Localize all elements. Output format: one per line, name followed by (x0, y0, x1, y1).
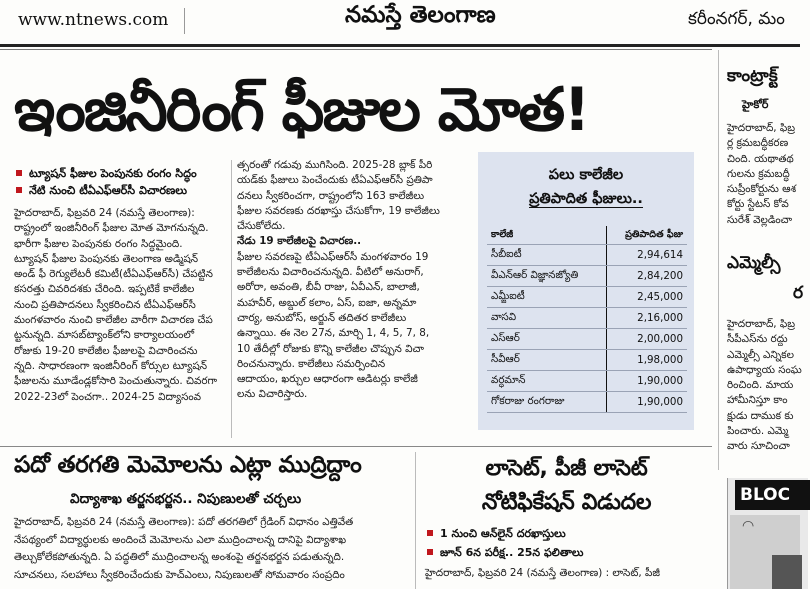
bullet-square-icon (427, 549, 433, 555)
text-line: చార్య, అనుబోస్, అర్జున్ తదితర కాలేజీలు (237, 311, 407, 324)
text-line: మహవీర్, అబ్దుల్ కలాం, ఏస్, ఐజా, అన్నమా (237, 296, 417, 309)
sidebar-story1-headline: కాంట్రాక్ట్ (727, 66, 778, 86)
lead-column-2 (237, 158, 462, 403)
text-line: హైదరాబాద్, ఫిబ్రవరి 24 (నమస్తే తెలంగాణ): (14, 207, 195, 219)
college-cell: వర్ధమాన్ (487, 371, 607, 392)
text-line: అరోరా, అవంతి, బీవీ రాజు, ఏవీఎన్, బాలాజీ, (237, 281, 420, 294)
text-line: ఉన్నాయి. ఈ నెల 27న, మార్చి 1, 4, 5, 7, 8, (237, 327, 430, 340)
sidebar-divider (718, 50, 719, 470)
bullet-text: నేటి నుంచి టీఏఎఫ్‌ఆర్‌సీ విచారణలు (29, 184, 188, 197)
text-line: వారు సూచించా (727, 440, 790, 453)
fee-cell: 1,90,000 (607, 392, 688, 413)
fee-cell: 1,90,000 (607, 371, 688, 392)
table-row (487, 371, 687, 392)
bullet-item (425, 524, 710, 543)
text-line: హైదరాబాద్, ఫిబ్ర (727, 318, 796, 330)
story3-body (425, 566, 710, 581)
text-line: కసరత్తు చివరిదశకు చేరింది. ఇప్పటికే కాలేజీల (14, 283, 195, 296)
table-row (487, 287, 687, 308)
text-line: 2022-23లో పెంచగా.. 2024-25 విద్యాసంవ (14, 390, 202, 403)
text-line: చింది. యథాతథ (727, 152, 794, 165)
table-row (487, 329, 687, 350)
column-subhead: నేడు 19 కాలేజీలపై విచారణ.. (237, 235, 362, 248)
bullet-text: జూన్ 6న పరీక్ష.. 25న ఫలితాలు (440, 546, 584, 559)
header-rule (0, 44, 800, 47)
table-row (487, 350, 687, 371)
story3-headline (424, 452, 709, 520)
masthead: నమస్తే తెలంగాణ (345, 2, 496, 28)
text-line: ఫీజుల సవరణకు దరఖాస్తు చేసుకోగా, 19 కాలేజీలు (237, 204, 440, 217)
column-header: కాలేజీ (487, 226, 607, 245)
college-cell: వీఎన్‌ఆర్ విజ్ఞానజ్యోతి (487, 266, 607, 287)
text-line: సురేశ్ వెల్లడించా (727, 213, 793, 226)
text-line: హైదరాబాద్, ఫిబ్రవరి 24 (నమస్తే తెలంగాణ) : లాసెట్, పీజీ (425, 567, 660, 579)
text-line: హైదరాబాద్, ఫిబ్రవరి 24 (నమస్తే తెలంగాణ): పదో తరగతిలో గ్రేడింగ్ విధానం ఎత్తివేత (14, 516, 354, 528)
website-url: www.ntnews.com (18, 10, 169, 30)
text-line: లను విచారిస్తారు. (237, 388, 308, 401)
bullet-square-icon (16, 187, 22, 193)
college-cell: ఎస్‌ఆర్ (487, 329, 607, 350)
fee-title-text: ప్రతిపాదిత ఫీజులు.. (529, 191, 643, 207)
text-line: నుంచి ప్రతిపాదనలు స్వీకరించిన టీఏఎఫ్‌ఆర్‌సీ (14, 298, 196, 311)
bullet-text: 1 నుంచి ఆన్‌లైన్ దరఖాస్తులు (440, 527, 566, 540)
bullet-square-icon (427, 530, 433, 536)
text-line: హైదరాబాద్, ఫిబ్ర (727, 122, 796, 134)
text-line: యడ్‌కు ఫీజులు పెంచేందుకు టీఏఎఫ్‌ఆర్‌సీ ప్రతిపా (237, 174, 433, 187)
bullet-text: ట్యూషన్ ఫీజుల పెంపునకు రంగం సిద్ధం (29, 167, 197, 180)
text-line: సుప్రీంకోర్టును ఆశ (727, 183, 797, 196)
text-line: కోర్టు స్టేటస్ కోవ (727, 198, 789, 211)
text-line: భారీగా ఫీజుల పెంపునకు రంగం సిద్ధమైంది. (14, 237, 183, 250)
bullet-item (425, 543, 710, 562)
text-line: ట్టనున్నది. మాసబ్‌ట్యాంక్‌లోని కార్యాలయంలో (14, 329, 195, 342)
fee-title-line-2 (478, 187, 694, 211)
fee-cell: 1,98,000 (607, 350, 688, 371)
text-line: ఫీజులను మూడేండ్లకోసారి పెంచుతున్నారు. చివరగా (14, 375, 218, 388)
fee-cell: 2,00,000 (607, 329, 688, 350)
text-line: సీపీఎస్‌ను రద్దు (727, 333, 788, 346)
lead-headline: ఇంజినీరింగ్ ఫీజుల మోత! (14, 75, 589, 145)
text-line: 10 తేదీల్లో రోజుకు కొన్ని కాలేజీల చొప్పున విచా (237, 342, 424, 355)
header-divider (184, 8, 185, 34)
headline-line: నోటిఫికేషన్ విడుదల (481, 490, 652, 515)
column-divider (415, 452, 416, 589)
bullet-item (14, 165, 254, 182)
college-cell: సీబీఐటీ (487, 245, 607, 266)
table-row (487, 392, 687, 413)
text-line: మంగళవారం నుంచి కాలేజీల వారీగా విచారణ చేప (14, 314, 213, 327)
bullet-square-icon (16, 170, 22, 176)
table-row (487, 266, 687, 287)
header-thin-rule (0, 49, 712, 50)
text-line: క్షుడు దాముక కు (727, 409, 794, 422)
college-cell: సీవీఆర్ (487, 350, 607, 371)
sidebar-story1-subhead: హైకోర్ (742, 98, 769, 111)
lead-column-1 (14, 206, 227, 405)
text-line: త్సరంతో గడువు ముగిసింది. 2025-28 బ్లాక్ పీరి (237, 159, 433, 171)
section-rule (0, 446, 712, 447)
text-line: అండ్ ఫీ రెగ్యులేటరీ కమిటీ(టీఏఎఫ్‌ఆర్‌సీ) చేపట్టిన (14, 268, 213, 281)
story2-body (14, 514, 409, 584)
fee-title-line-1: పలు కాలేజీల (548, 167, 624, 183)
text-line: ర్ల క్రమబద్ధీకరణ (727, 137, 789, 150)
fee-table (487, 226, 687, 413)
fee-cell: 2,16,000 (607, 308, 688, 329)
sidebar-story2-body (727, 317, 807, 455)
ad-photo-shadow (772, 555, 802, 589)
column-divider (231, 160, 232, 438)
fee-table-header-row (487, 226, 687, 245)
headline-line: లాసెట్, పీజీ లాసెట్ (485, 456, 648, 481)
fee-cell: 2,84,200 (607, 266, 688, 287)
lead-bullets (14, 165, 254, 199)
table-row (487, 245, 687, 266)
text-line: ఎమ్మెల్సీ ఎన్నికల (727, 348, 794, 361)
fee-cell: 2,94,614 (607, 245, 688, 266)
fee-cell: 2,45,000 (607, 287, 688, 308)
text-line: ట్యూషన్ ఫీజుల పెంపునకు తెలంగాణ అడ్మిషన్ (14, 252, 199, 265)
text-line: చేసుకోలేదు. (237, 220, 286, 233)
story3-bullets (425, 524, 710, 562)
wifi-icon: ◠ (742, 518, 755, 534)
text-line: పించారు. ఎమ్మె (727, 425, 789, 438)
text-line: ఫీజుల సవరణపై టీఏఎఫ్‌ఆర్‌సీ మంగళవారం 19 (237, 250, 429, 263)
fee-table-title (478, 163, 694, 211)
text-line: సూచనలు, సలహాలు స్వీకరించేందుకు హెచ్‌ఎంలు, నిపుణులతో సోమవారం సంప్రదిం (14, 568, 345, 581)
text-line: హామీనిస్తూ కాం (727, 394, 788, 407)
text-line: ఉపాధ్యాయ సంఘ (727, 363, 802, 376)
text-line: గులను క్రమబద్ధీ (727, 167, 790, 180)
text-line: రించనున్నారు. కాలేజీలు సమర్పించిన (237, 357, 386, 370)
edition-place: కరీంనగర్, మం (688, 9, 785, 29)
text-line: నేపథ్యంలో విద్యార్థులకు అందించే మెమోలను ఎలా ముద్రించాలన్న దానిపై విద్యాశాఖ (14, 533, 347, 546)
text-line: ఆదాయం, ఖర్చుల ఆధారంగా ఆడిటర్లు కాలేజీ (237, 373, 418, 386)
text-line: కాలేజీలను విచారించనున్నది. వీటిలో అనురాగ్, (237, 266, 424, 279)
text-line: రాష్ట్రంలో ఇంజినీరింగ్ ఫీజుల మోత మోగనున్నది. (14, 222, 209, 235)
college-cell: వాసవి (487, 308, 607, 329)
sidebar-story1-body (727, 121, 807, 228)
sidebar-story2-headline: ఎమ్మెల్సీ (727, 253, 781, 273)
text-line: రించింది. మాయ (727, 379, 794, 392)
table-row (487, 308, 687, 329)
text-line: దనలు స్వీకరించగా, రాష్ట్రంలోని 163 కాలేజీలు (237, 189, 425, 202)
column-header: ప్రతిపాదిత ఫీజు (607, 226, 688, 245)
sidebar-story2-headline-2: ర (793, 283, 804, 303)
college-cell: ఎమ్జీఐటీ (487, 287, 607, 308)
college-cell: గోకరాజు రంగరాజు (487, 392, 607, 413)
bullet-item (14, 182, 254, 199)
story2-subheadline: విద్యాశాఖ తర్జనభర్జన.. నిపుణులతో చర్చలు (70, 491, 302, 507)
text-line: రోజుకు 19-20 కాలేజీల ఫీజులపై విచారించను (14, 344, 198, 357)
story2-headline: పదో తరగతి మెమోలను ఎట్లా ముద్రిద్దాం (14, 452, 362, 478)
text-line: తెల్చుకోలేకపోతున్నది. ఏ పద్ధతిలో ముద్రించాలన్న అంశంపై తర్జనభర్జన పడుతున్నది. (14, 551, 345, 563)
ad-banner-text: BLOC (735, 480, 810, 510)
text-line: న్నది. సాధారణంగా ఇంజినీరింగ్ కోర్సుల ట్యూషన్ (14, 359, 208, 372)
